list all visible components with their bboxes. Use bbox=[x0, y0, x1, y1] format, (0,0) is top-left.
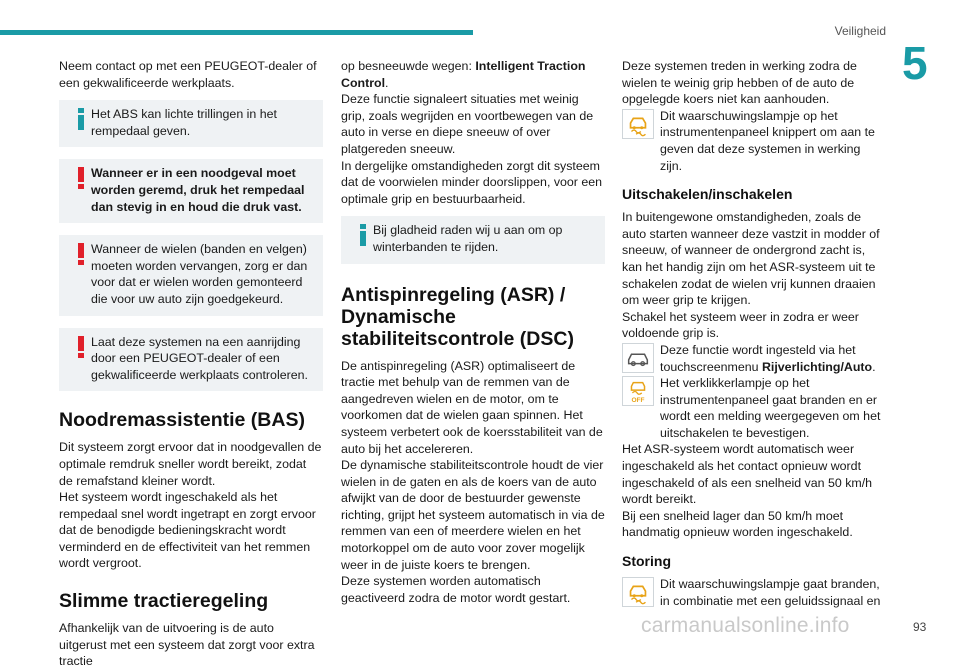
off-lamp-text: Het verklikkerlampje op het instrumentenpaneel gaat branden en er wordt een melding weergegeven om het uitschakelen te bevestigen. bbox=[660, 376, 881, 440]
car-outline-icon bbox=[622, 343, 654, 373]
warning-icon bbox=[71, 335, 91, 359]
traction-continued-text: op besneeuwde wegen: bbox=[341, 59, 476, 73]
warning-icon bbox=[71, 166, 91, 190]
touchscreen-text-lead: Deze functie wordt ingesteld via het touchscreenmenu bbox=[660, 342, 856, 374]
watermark-text: carmanualsonline.info bbox=[641, 614, 850, 637]
warning-note-text: Laat deze systemen na een aanrijding door een PEUGEOT-dealer of een gekwalificeerde werkplaats controleren. bbox=[91, 334, 308, 382]
heading-bas: Noodremassistentie (BAS) bbox=[59, 409, 305, 432]
column-3 bbox=[622, 58, 882, 610]
asr-text-2: De dynamische stabiliteitscontrole houdt de vier wielen in de gaten en als de koers van de auto afwijkt van de door de bestuurder gewenste richting, grijpt het systeem automatisch in via de remmen van een of meerdere wielen en het motorkoppel om de auto voor zover mogelijk weer in de juiste koers te brengen. bbox=[341, 458, 605, 572]
info-note-text: Bij gladheid raden wij u aan om op winterbanden te rijden. bbox=[373, 223, 563, 254]
bas-text-1: Dit systeem zorgt ervoor dat in noodgevallen de optimale remdruk sneller wordt bereikt, zodat de remafstand kleiner wordt. bbox=[59, 440, 322, 488]
switch-off-text-3: Het ASR-systeem wordt automatisch weer ingeschakeld als het contact opnieuw wordt ingeschakeld of als een snelheid van 50 km/h wordt bereikt. bbox=[622, 442, 873, 507]
menu-name: Rijverlichting/Auto bbox=[761, 359, 873, 374]
header-accent-bar bbox=[0, 30, 473, 35]
column-1 bbox=[59, 58, 323, 670]
fault-lamp bbox=[622, 576, 882, 610]
warning-note-wheels bbox=[59, 235, 323, 315]
switch-off-text-1: In buitengewone omstandigheden, zoals de auto starten wanneer deze vastzit in modder of sneeuw, of wanneer de ondergrond zacht is, kan het handig zijn om het ASR-systeem uit te schakelen zodat de wielen vrij kunnen draaien om weer grip te krijgen. bbox=[622, 210, 880, 308]
off-label: OFF bbox=[631, 397, 645, 405]
car-skid-icon bbox=[622, 109, 654, 139]
warning-note-text: Wanneer er in een noodgeval moet worden geremd, druk het rempedaal dan stevig in en houd die druk vast. bbox=[91, 166, 305, 214]
info-note-abs bbox=[59, 100, 323, 147]
car-skid-off-icon bbox=[622, 376, 654, 406]
punctuation: . bbox=[385, 75, 389, 90]
off-indicator-lamp bbox=[622, 375, 882, 441]
traction-text: Afhankelijk van de uitvoering is de auto uitgerust met een systeem dat zorgt voor extra tractie bbox=[59, 621, 315, 669]
warning-note-collision bbox=[59, 328, 323, 392]
warning-lamp-blink bbox=[622, 108, 882, 174]
info-icon bbox=[71, 107, 91, 131]
systems-text: Deze systemen treden in werking zodra de wielen te weinig grip hebben of de auto de opgelegde koers niet kan aanhouden. bbox=[622, 59, 857, 107]
page-number: 93 bbox=[913, 620, 927, 634]
car-skid-icon bbox=[622, 577, 654, 607]
heading-fault: Storing bbox=[622, 553, 671, 570]
asr-text-3: Deze systemen worden automatisch geactiveerd zodra de motor wordt gestart. bbox=[341, 574, 571, 605]
chapter-number: 5 bbox=[902, 37, 928, 89]
warning-lamp-text: Dit waarschuwingslampje op het instrumentenpaneel knippert om aan te geven dat deze systemen in werking zijn. bbox=[660, 108, 875, 173]
traction-text-1: Deze functie signaleert situaties met weinig grip, zoals wegrijden en voortbewegen van de auto in verse en diepe sneeuw of over platgereden sneeuw. bbox=[341, 92, 594, 156]
heading-traction: Slimme tractieregeling bbox=[59, 590, 269, 613]
intro-text: Neem contact op met een PEUGEOT-dealer of een gekwalificeerde werkplaats. bbox=[59, 59, 317, 90]
section-title: Veiligheid bbox=[834, 24, 886, 38]
warning-note-emergency bbox=[59, 159, 323, 223]
column-2 bbox=[341, 58, 605, 606]
punctuation: . bbox=[872, 359, 876, 374]
switch-off-text-4: Bij een snelheid lager dan 50 km/h moet handmatig opnieuw worden ingeschakeld. bbox=[622, 508, 853, 540]
info-icon bbox=[353, 223, 373, 247]
traction-function-name: Intelligent Traction Control bbox=[341, 59, 586, 90]
fault-lamp-text: Dit waarschuwingslampje gaat branden, in combinatie met een geluidssignaal en bbox=[660, 577, 881, 608]
touchscreen-setting bbox=[622, 342, 882, 375]
touchscreen-text bbox=[622, 342, 882, 375]
traction-continued bbox=[341, 58, 605, 91]
asr-text-1: De antispinregeling (ASR) optimaliseert de tractie met behulp van de remmen van de aangedreven wielen en de motor, om te voorkomen dat de wielen gaan spinnen. Het systeem verbetert ook de koersstabiliteit van de auto bij het accelereren. bbox=[341, 358, 603, 456]
warning-note-text: Wanneer de wielen (banden en velgen) moeten worden vervangen, zorg er dan voor dat er wielen worden gemonteerd die voor uw auto zijn goedgekeurd. bbox=[91, 242, 308, 306]
heading-switch-off: Uitschakelen/inschakelen bbox=[622, 186, 793, 203]
info-note-text: Het ABS kan lichte trillingen in het rempedaal geven. bbox=[91, 107, 277, 138]
traction-text-2: In dergelijke omstandigheden zorgt dit systeem dat de voorwielen minder doorslippen, voor een optimale grip en bestuurbaarheid. bbox=[341, 158, 603, 206]
bas-text-2: Het systeem wordt ingeschakeld als het rempedaal snel wordt ingetrapt en zorgt ervoor dat de benodigde bedieningskracht wordt verminderd en de effectiviteit van het remmen wordt vergroot. bbox=[59, 490, 316, 571]
info-note-winter bbox=[341, 216, 605, 263]
heading-asr-dsc: Antispinregeling (ASR) / Dynamische stabiliteitscontrole (DSC) bbox=[341, 283, 574, 350]
switch-off-text-2: Schakel het systeem weer in zodra er weer voldoende grip is. bbox=[622, 309, 859, 341]
warning-icon bbox=[71, 242, 91, 266]
